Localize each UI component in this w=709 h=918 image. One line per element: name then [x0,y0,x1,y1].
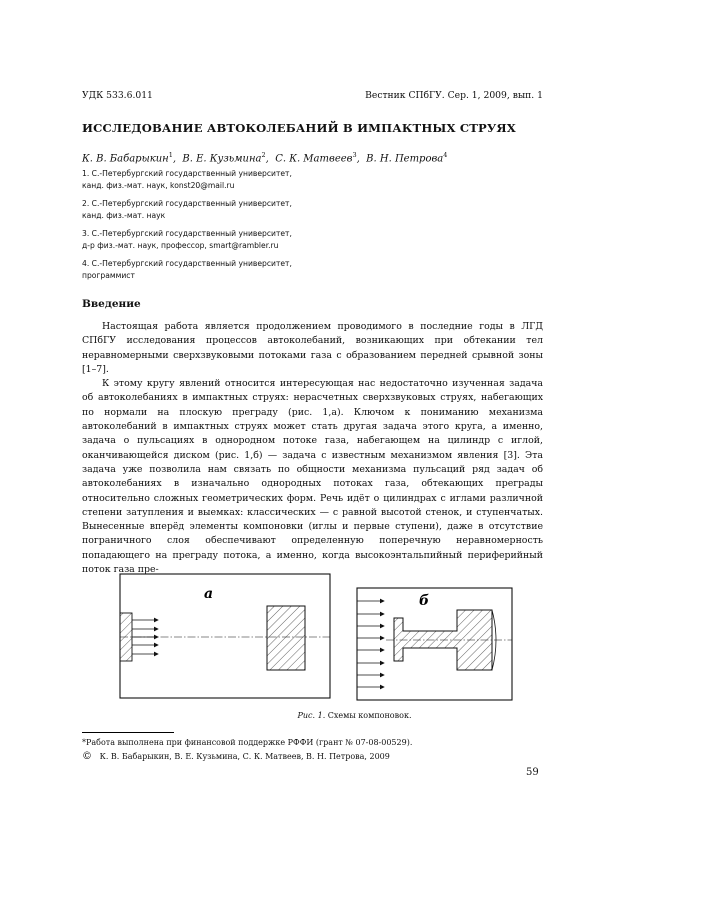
affiliation-line: канд. физ.-мат. наук, konst20@mail.ru [82,180,235,190]
author-sup: 3 [352,151,357,159]
affiliation-line: д-р физ.-мат. наук, профессор, smart@rambler.ru [82,240,279,250]
author-sup: 4 [443,151,448,159]
footnote-funding: *Работа выполнена при финансовой поддержке РФФИ (грант № 07-08-00529). [82,738,413,747]
author-list: К. В. Бабарыкин$^1$, В. Е. Кузьмина$^2$, С. К. Матвеев$^3$, В. Н. Петрова$^4$ [82,151,448,165]
author-name: С. К. Матвеев [275,153,353,165]
affiliation-line: 4. С.-Петербургский государственный университет, [82,259,292,268]
paragraph: Настоящая работа является продолжением проводимого в последние годы в ЛГД СПбГУ исследования процессов автоколебаний, возникающих при обтекании тел неравномерными сверхзвуковыми потоками газа с образованием передней срывной зоны [1–7]. [82,321,543,375]
caption-text: Схемы компоновок. [327,711,412,720]
affiliation-line: 1. С.-Петербургский государственный университет, [82,169,292,178]
paragraph: К этому кругу явлений относится интересующая нас недостаточно изученная задача об автоколебаниях в импактных струях: нерасчетных сверхзвуковых струях, набегающих по нормали на плоскую преграду (рис. 1,а). Ключом к пониманию механизма автоколебаний в импактных струях может стать другая задача этого круга, а именно, задача о пульсациях в однородном потоке газа, набегающем на цилиндр с иглой, оканчивающейся диском (рис. 1,б) — задача с известным механизмом явления [3]. Эта задача уже позволила нам связать по общности механизма пульсаций ряд задач об автоколебаниях в изначально однородных потоках газа, обтекающих преграды относительно сложных геометрических форм. Речь идёт о цилиндрах с иглами различной степени затупления и выемках: классических — с равной высотой стенок, и ступенчатых. Вынесенные вперёд элементы компоновки (иглы и первые ступени), даже в отсутствие пограничного слоя обеспечивают определенную поперечную неравномерность попадающего на преграду потока, а именно, когда высокоэнтальпийный периферийный поток газа пре- [82,378,543,576]
affiliation-line: канд. физ.-мат. наук [82,210,166,220]
affiliation-4 [82,258,292,281]
footnote-rule [82,732,174,733]
copyright-text: К. В. Бабарыкин, В. Е. Кузьмина, С. К. Матвеев, В. Н. Петрова, 2009 [99,752,390,761]
affiliation-line: 2. С.-Петербургский государственный университет, [82,199,292,208]
flow-arrows [357,601,384,687]
journal-header: Вестник СПбГУ. Сер. 1, 2009, вып. 1 [365,90,543,101]
figure-schemes [100,568,560,708]
author-name: К. В. Бабарыкин [82,153,169,165]
figure-caption [0,711,709,720]
author-sup: 2 [261,151,266,159]
affiliation-2 [82,198,292,221]
article-title: ИССЛЕДОВАНИЕ АВТОКОЛЕБАНИЙ В ИМПАКТНЫХ СТРУЯХ [82,121,516,135]
affiliation-1 [82,168,292,191]
udk-code: УДК 533.6.011 [82,90,153,101]
section-heading: Введение [82,298,141,310]
body-text [82,320,543,577]
footnote-copyright [82,751,390,762]
label-b: б [419,593,430,609]
caption-label: Рис. 1. [297,711,326,720]
author-sup: 1 [168,151,173,159]
affiliation-line: 3. С.-Петербургский государственный университет, [82,229,292,238]
author-name: В. Н. Петрова [366,153,444,165]
copyright-symbol: © [82,751,92,762]
author-name: В. Е. Кузьмина [182,153,262,165]
page-number: 59 [526,767,539,778]
affiliation-3 [82,228,292,251]
panel-b [357,588,512,700]
panel-a [120,574,330,698]
affiliation-line: программист [82,270,135,280]
label-a: а [204,586,214,602]
